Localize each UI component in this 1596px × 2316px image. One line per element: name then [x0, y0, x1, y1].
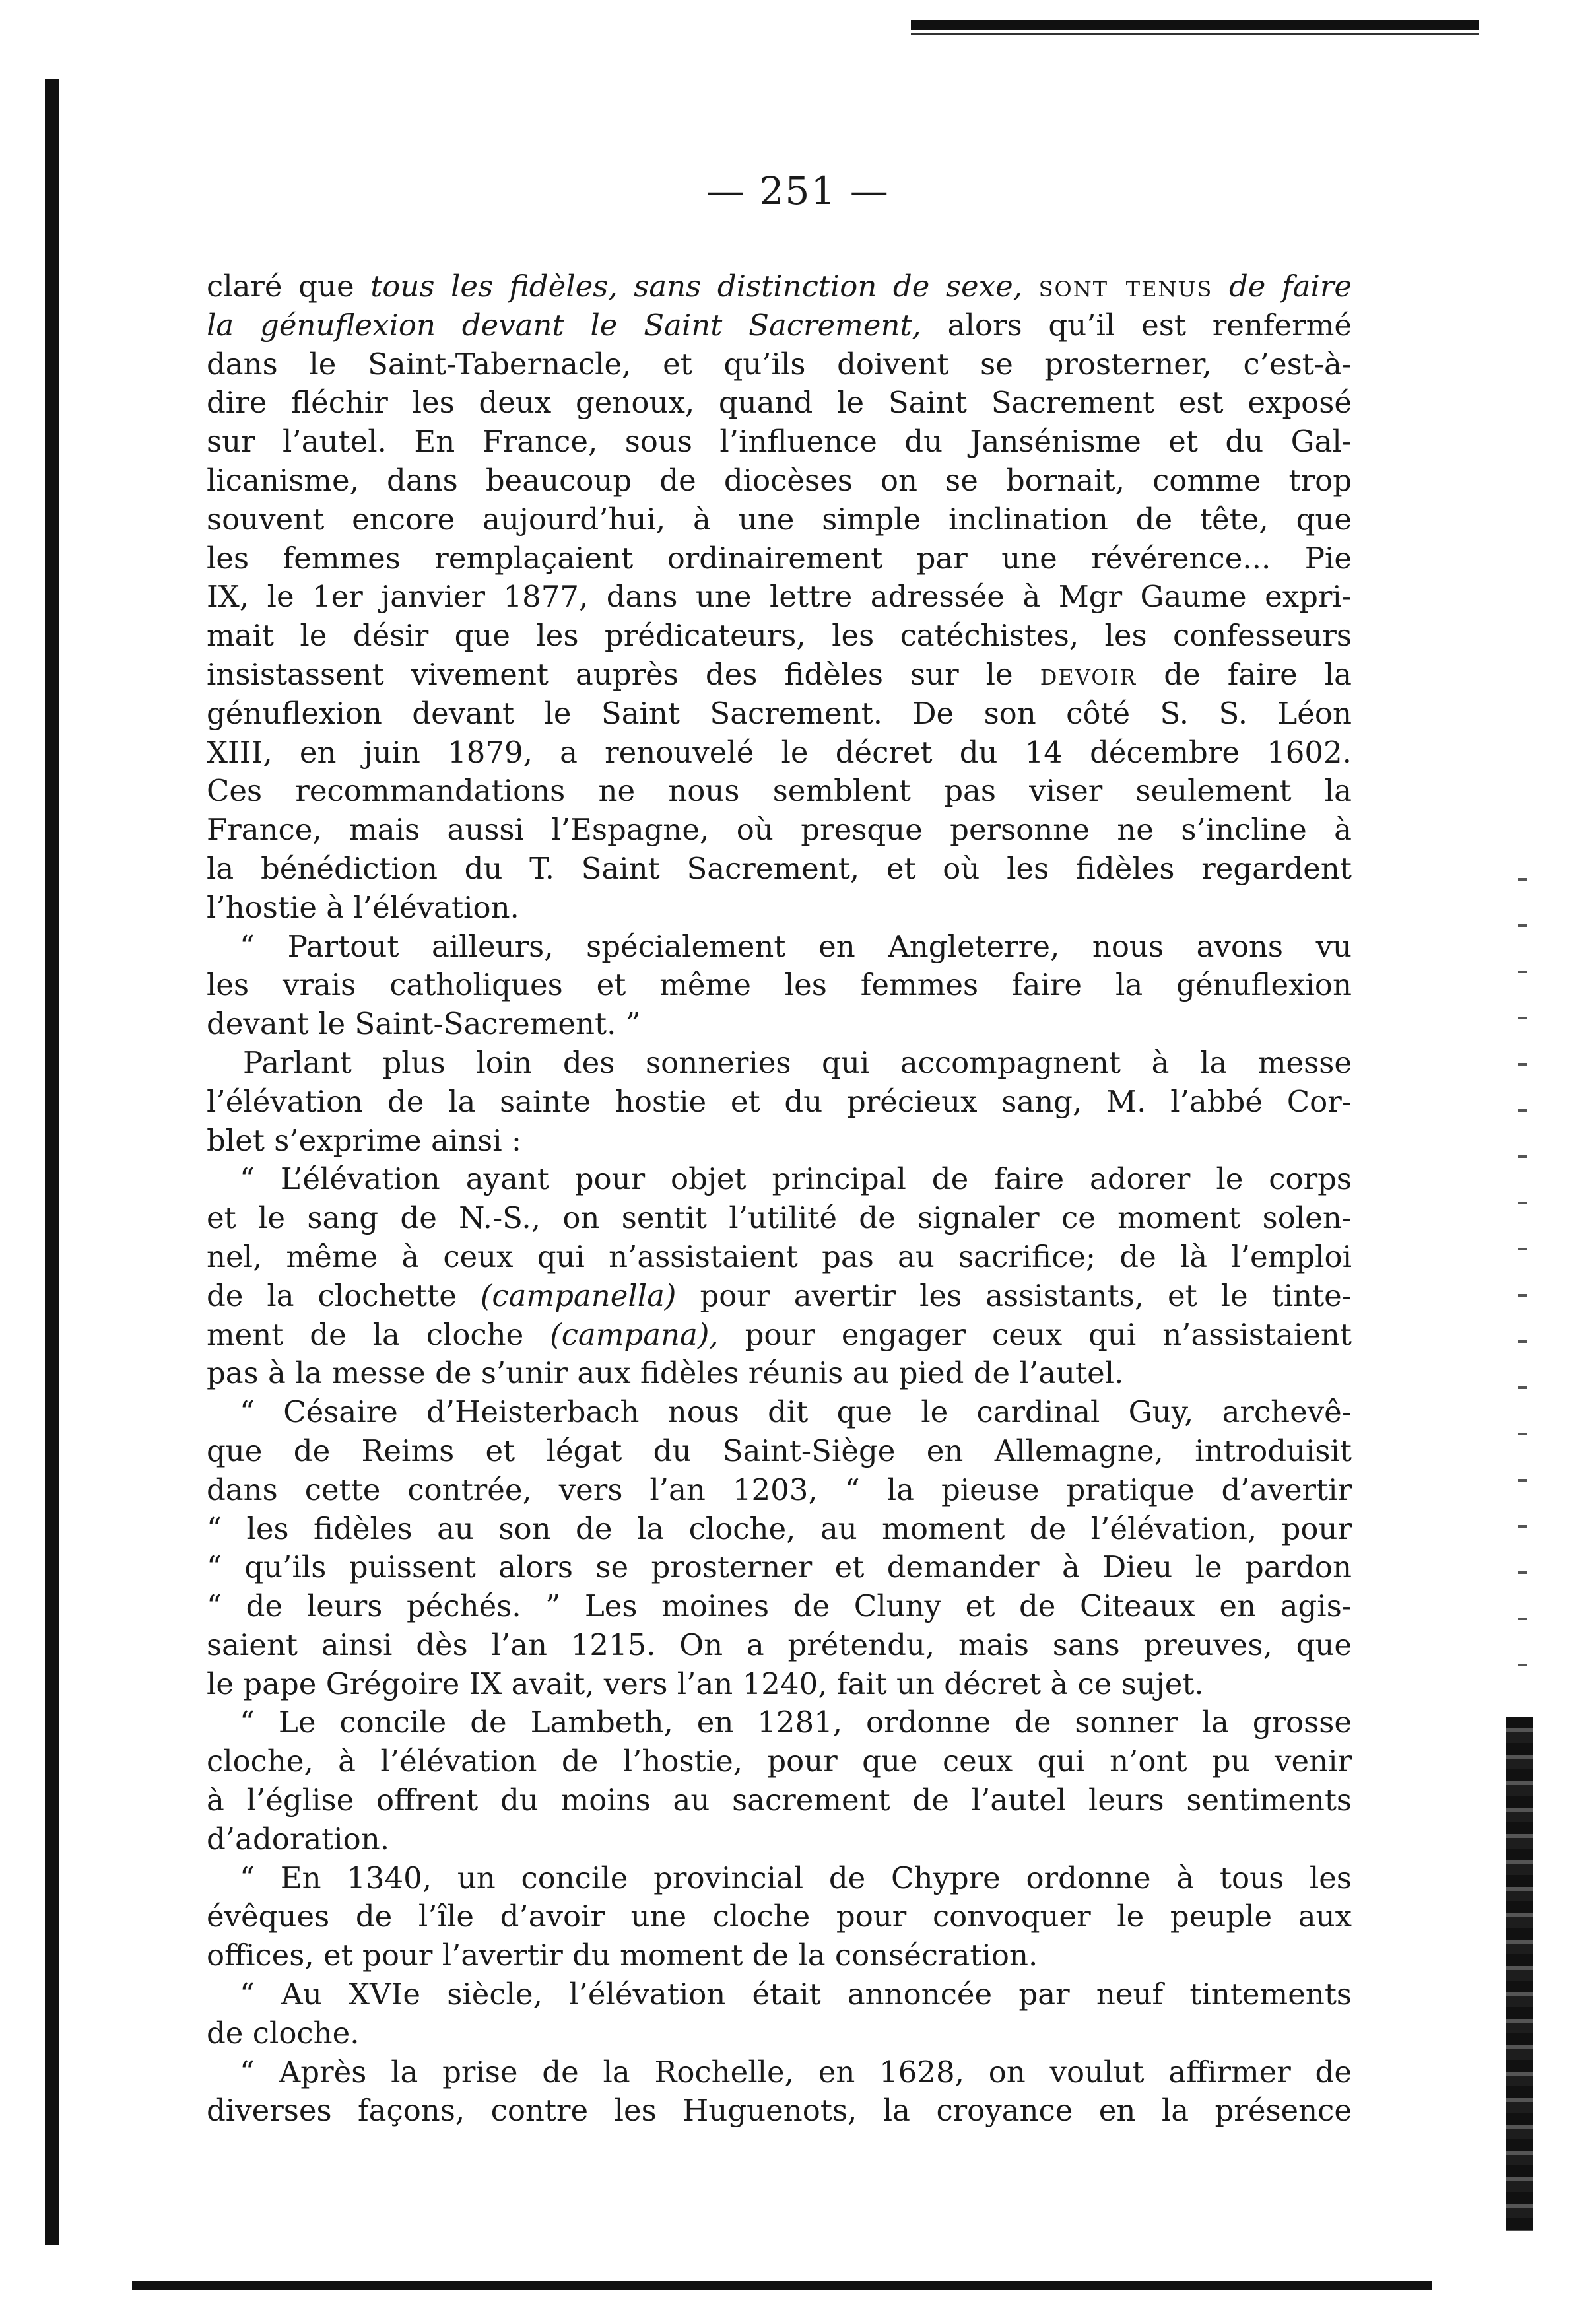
text-line [207, 656, 1352, 695]
scan-top-rule-thin [911, 33, 1479, 35]
text-line [207, 345, 1352, 384]
body-text [207, 267, 1352, 2130]
text-line [207, 1897, 1352, 1936]
text-line [207, 1044, 1352, 1083]
text-run: licanisme, dans beaucoup de diocèses on se bornait, comme trop [207, 462, 1352, 498]
text-run [1022, 269, 1039, 304]
text-line [207, 1005, 1352, 1044]
italic-text: de faire [1228, 269, 1352, 304]
text-line [207, 617, 1352, 656]
italic-text: (campanella) [480, 1277, 677, 1313]
text-run: devant le Saint-Sacrement. ” [207, 1006, 641, 1042]
text-run: le pape Grégoire IX avait, vers l’an 1240, fait un décret à ce sujet. [207, 1666, 1204, 1701]
text-run: “ de leurs péchés. ” Les moines de Cluny et de Citeaux en agis- [207, 1588, 1352, 1624]
text-run: sur l’autel. En France, sous l’influence du Jansénisme et du Gal- [207, 424, 1352, 460]
text-run: XIII, en juin 1879, a renouvelé le décret du 14 décembre 1602. [207, 734, 1352, 770]
italic-text: la génuflexion devant le Saint Sacrement, [207, 307, 921, 343]
scan-top-rule [911, 20, 1479, 30]
text-line [207, 267, 1352, 306]
text-run: Parlant plus loin des sonneries qui accompagnent à la messe [243, 1044, 1352, 1080]
text-run: l’élévation de la sainte hostie et du précieux sang, M. l’abbé Cor- [207, 1083, 1352, 1119]
text-line [207, 1277, 1352, 1316]
text-run: la bénédiction du T. Saint Sacrement, et où les fidèles regardent [207, 850, 1352, 886]
text-line [207, 1975, 1352, 2014]
text-run: les vrais catholiques et même les femmes faire la génuflexion [207, 967, 1352, 1003]
text-run: pour avertir les assistants, et le tinte- [676, 1277, 1352, 1313]
text-run: les femmes remplaçaient ordinairement par une révérence... Pie [207, 540, 1352, 576]
text-line [207, 1742, 1352, 1781]
text-line [207, 306, 1352, 345]
text-line [207, 1703, 1352, 1742]
text-line [207, 1083, 1352, 1122]
text-line [207, 384, 1352, 423]
text-run: l’hostie à l’élévation. [207, 889, 519, 925]
text-run: mait le désir que les prédicateurs, les catéchistes, les confesseurs [207, 618, 1352, 654]
text-line [207, 850, 1352, 889]
text-run: “ Le concile de Lambeth, en 1281, ordonne de sonner la grosse [240, 1705, 1352, 1740]
text-run: diverses façons, contre les Huguenots, la croyance en la présence [207, 2093, 1352, 2129]
text-line [207, 500, 1352, 539]
text-run: génuflexion devant le Saint Sacrement. De son côté S. S. Léon [207, 695, 1352, 731]
text-line [207, 1199, 1352, 1238]
text-run: “ L’élévation ayant pour objet principal de faire adorer le corps [240, 1161, 1352, 1197]
text-line [207, 1393, 1352, 1432]
text-run: nel, même à ceux qui n’assistaient pas au sacrifice; de là l’emploi [207, 1239, 1352, 1274]
text-line [207, 1626, 1352, 1665]
text-line [207, 1587, 1352, 1626]
text-line [207, 772, 1352, 811]
text-line [207, 1238, 1352, 1277]
text-line [207, 1859, 1352, 1898]
text-run: France, mais aussi l’Espagne, où presque personne ne s’incline à [207, 812, 1352, 848]
text-run: cloche, à l’élévation de l’hostie, pour que ceux qui n’ont pu venir [207, 1744, 1352, 1779]
text-run: IX, le 1er janvier 1877, dans une lettre adressée à Mgr Gaume expri- [207, 579, 1352, 615]
text-run: pas à la messe de s’unir aux fidèles réunis au pied de l’autel. [207, 1355, 1124, 1391]
text-run: “ En 1340, un concile provincial de Chypre ordonne à tous les [240, 1860, 1352, 1895]
text-run: “ Partout ailleurs, spécialement en Angleterre, nous avons vu [240, 928, 1352, 964]
scan-edge-specks [1518, 858, 1527, 1703]
text-run: de la clochette [207, 1277, 481, 1313]
text-line [207, 1316, 1352, 1355]
italic-text: tous les fidèles, sans distinction de sexe, [370, 269, 1023, 304]
text-line [207, 1936, 1352, 1975]
text-run: claré que [207, 269, 371, 304]
text-line [207, 2092, 1352, 2130]
scan-binding-shadow [45, 79, 59, 2245]
text-run: “ qu’ils puissent alors se prosterner et demander à Dieu le pardon [207, 1550, 1352, 1585]
text-line [207, 889, 1352, 928]
text-line [207, 1471, 1352, 1510]
text-run: à l’église offrent du moins au sacrement de l’autel leurs sentiments [207, 1783, 1352, 1818]
scan-right-edge-shadow [1506, 1717, 1533, 2231]
text-line [207, 733, 1352, 772]
text-run: offices, et pour l’avertir du moment de la consécration. [207, 1938, 1038, 1973]
text-line [207, 1432, 1352, 1471]
text-run: dans le Saint-Tabernacle, et qu’ils doivent se prosterner, c’est-à- [207, 346, 1352, 382]
text-run: “ Après la prise de la Rochelle, en 1628, on voulut affirmer de [240, 2054, 1352, 2090]
text-line [207, 423, 1352, 461]
text-run: de cloche. [207, 2015, 360, 2051]
text-line [207, 1820, 1352, 1859]
text-line [207, 928, 1352, 967]
text-run: dans cette contrée, vers l’an 1203, “ la pieuse pratique d’avertir [207, 1472, 1352, 1507]
text-run: que de Reims et légat du Saint-Siège en Allemagne, introduisit [207, 1433, 1352, 1468]
text-run: “ Au XVIe siècle, l’élévation était annoncée par neuf tintements [240, 1977, 1352, 2012]
text-run: Ces recommandations ne nous semblent pas viser seulement la [207, 773, 1352, 809]
text-run: ment de la cloche [207, 1316, 550, 1352]
text-run: insistassent vivement auprès des fidèles sur le [207, 656, 1040, 692]
text-run: souvent encore aujourd’hui, à une simple inclination de tête, que [207, 501, 1352, 537]
italic-text: (campana), [550, 1316, 719, 1352]
text-run: et le sang de N.-S., on sentit l’utilité de signaler ce moment solen- [207, 1200, 1352, 1236]
text-run: blet s’exprime ainsi : [207, 1122, 522, 1158]
text-run: “ Césaire d’Heisterbach nous dit que le cardinal Guy, archevê- [240, 1394, 1352, 1430]
text-line [207, 461, 1352, 500]
text-run: évêques de l’île d’avoir une cloche pour convoquer le peuple aux [207, 1899, 1352, 1934]
text-run: d’adoration. [207, 1821, 390, 1856]
text-line [207, 811, 1352, 850]
text-run: dire fléchir les deux genoux, quand le Saint Sacrement est exposé [207, 385, 1352, 421]
text-line [207, 1122, 1352, 1161]
text-line [207, 1781, 1352, 1820]
text-line [207, 1548, 1352, 1587]
text-line [207, 1354, 1352, 1393]
text-run: saient ainsi dès l’an 1215. On a prétendu, mais sans preuves, que [207, 1627, 1352, 1662]
scan-bottom-rule [132, 2281, 1432, 2290]
small-caps-text: sont tenus [1038, 269, 1213, 304]
text-line [207, 2053, 1352, 2092]
text-line [207, 966, 1352, 1005]
text-line [207, 1510, 1352, 1549]
text-line [207, 695, 1352, 733]
text-run: alors qu’il est renfermé [921, 307, 1352, 343]
text-run: “ les fidèles au son de la cloche, au moment de l’élévation, pour [207, 1511, 1352, 1546]
text-line [207, 578, 1352, 617]
text-run [1213, 269, 1229, 304]
text-line [207, 1160, 1352, 1199]
page-number: — 251 — [706, 168, 890, 213]
text-run: de faire la [1137, 656, 1352, 692]
text-line [207, 2014, 1352, 2053]
text-line [207, 1665, 1352, 1704]
small-caps-text: devoir [1040, 656, 1137, 692]
text-line [207, 539, 1352, 578]
text-run: pour engager ceux qui n’assistaient [718, 1316, 1352, 1352]
